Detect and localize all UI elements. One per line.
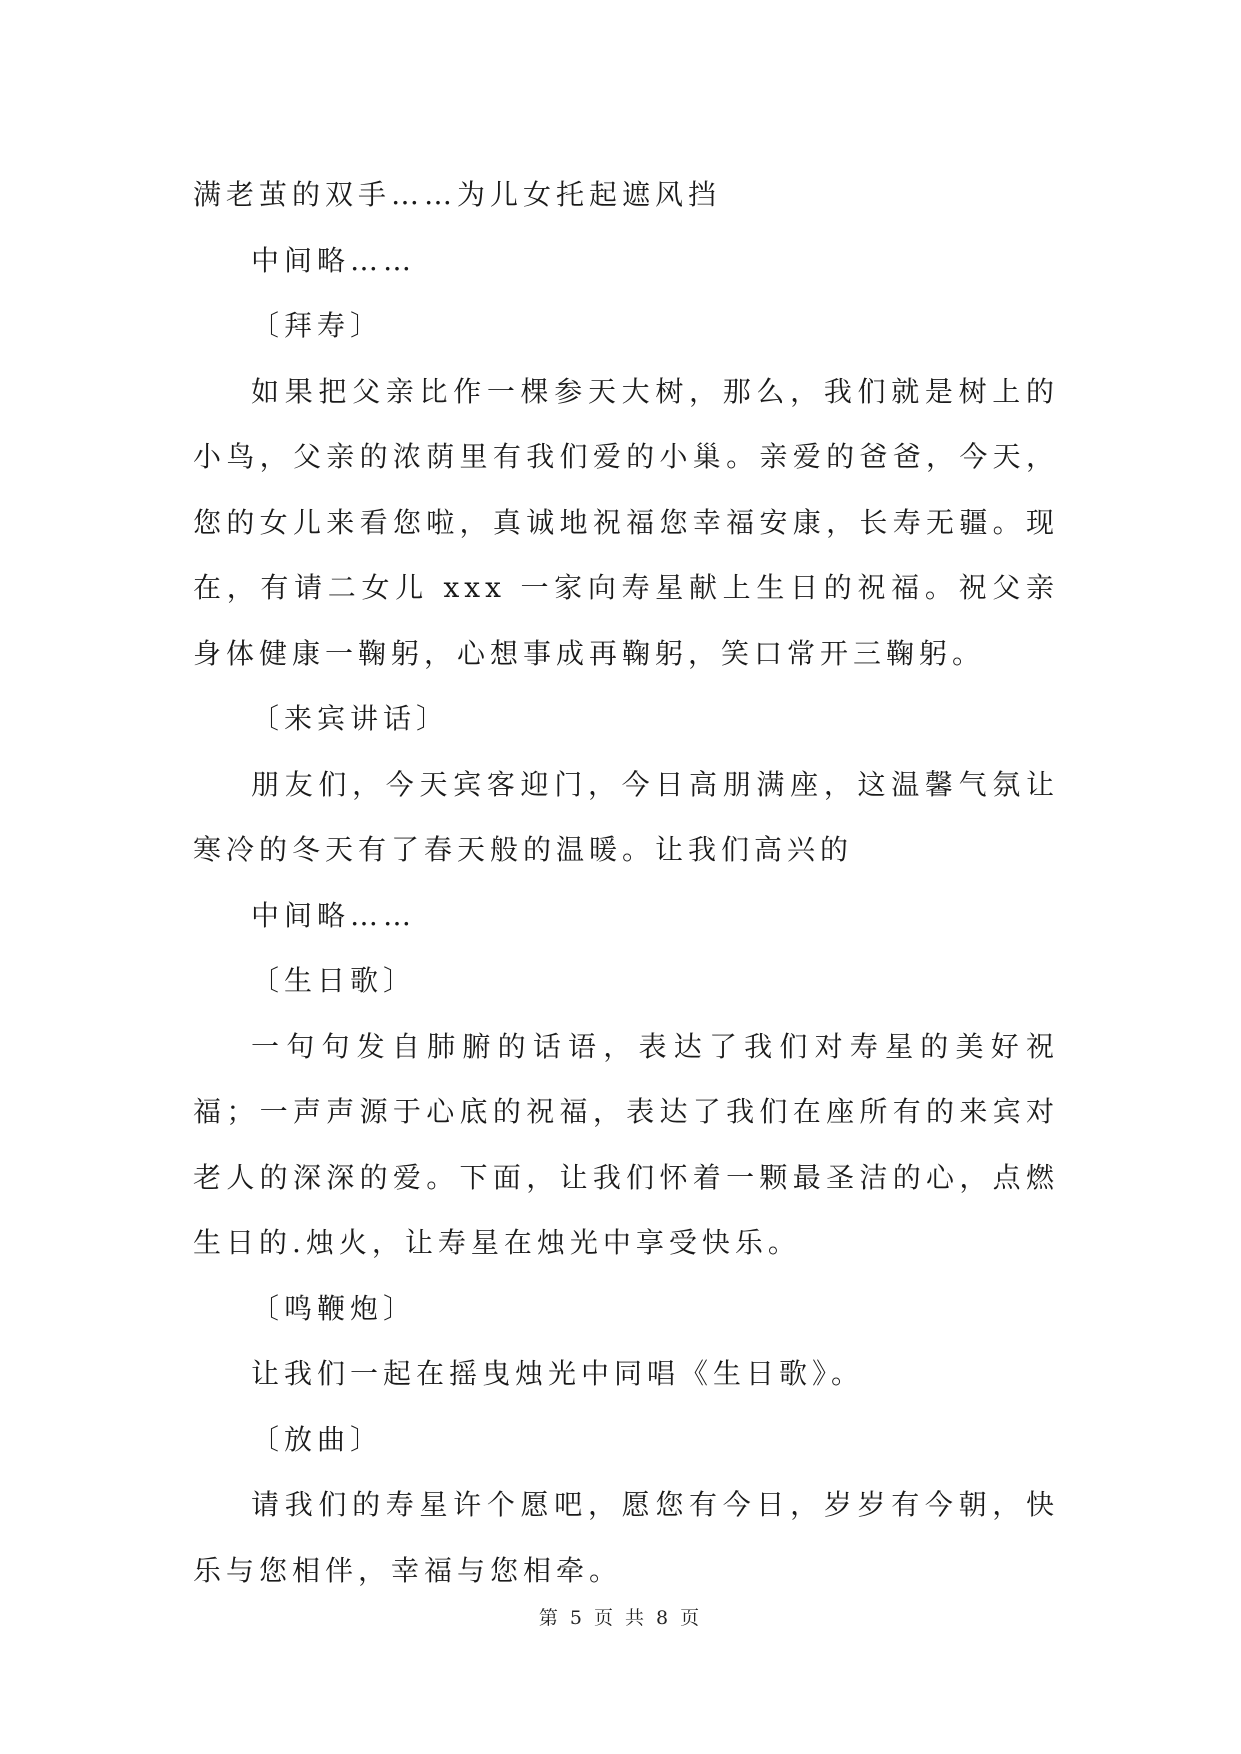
section-heading-bai-shou: 〔拜寿〕 bbox=[251, 309, 384, 342]
paragraph-intro-fragment: 满老茧的双手……为儿女托起遮风挡 bbox=[193, 178, 722, 211]
section-heading-firecrackers: 〔鸣鞭炮〕 bbox=[251, 1291, 417, 1325]
paragraph-make-wish: 请我们的寿星许个愿吧，愿您有今日，岁岁有今朝，快乐与您相伴，幸福与您相牵。 bbox=[193, 1488, 1059, 1587]
paragraph-blessings: 一句句发自肺腑的话语，表达了我们对寿星的美好祝福；一声声源于心底的祝福，表达了我们在座所有的来宾对老人的深深的爱。下面，让我们怀着一颗最圣洁的心，点燃生日的.烛火，让寿星在烛光中享受快乐。 bbox=[193, 1029, 1059, 1259]
section-heading-guest-speech: 〔来宾讲话〕 bbox=[251, 702, 450, 735]
paragraph-sing-together: 让我们一起在摇曳烛光中同唱《生日歌》。 bbox=[251, 1357, 865, 1390]
page-number-label: 第 5 页 共 8 页 bbox=[538, 1607, 703, 1629]
paragraph-friends: 朋友们，今天宾客迎门，今日高朋满座，这温馨气氛让寒冷的冬天有了春天般的温暖。让我们高兴的 bbox=[193, 767, 1059, 866]
paragraph-father-tree: 如果把父亲比作一棵参天大树，那么，我们就是树上的小鸟，父亲的浓荫里有我们爱的小巢。亲爱的爸爸，今天，您的女儿来看您啦，真诚地祝福您幸福安康，长寿无疆。现在，有请二女儿 xxx 一家向寿星献上生日的祝福。祝父亲身体健康一鞠躬，心想事成再鞠躬，笑口常开三鞠躬。 bbox=[193, 374, 1059, 670]
page-footer bbox=[0, 1603, 1241, 1630]
body-text bbox=[193, 162, 1059, 1603]
section-heading-play-music: 〔放曲〕 bbox=[251, 1422, 384, 1456]
paragraph-omitted-1: 中间略…… bbox=[251, 243, 417, 277]
section-heading-birthday-song: 〔生日歌〕 bbox=[251, 964, 417, 997]
paragraph-omitted-2: 中间略…… bbox=[251, 898, 417, 932]
